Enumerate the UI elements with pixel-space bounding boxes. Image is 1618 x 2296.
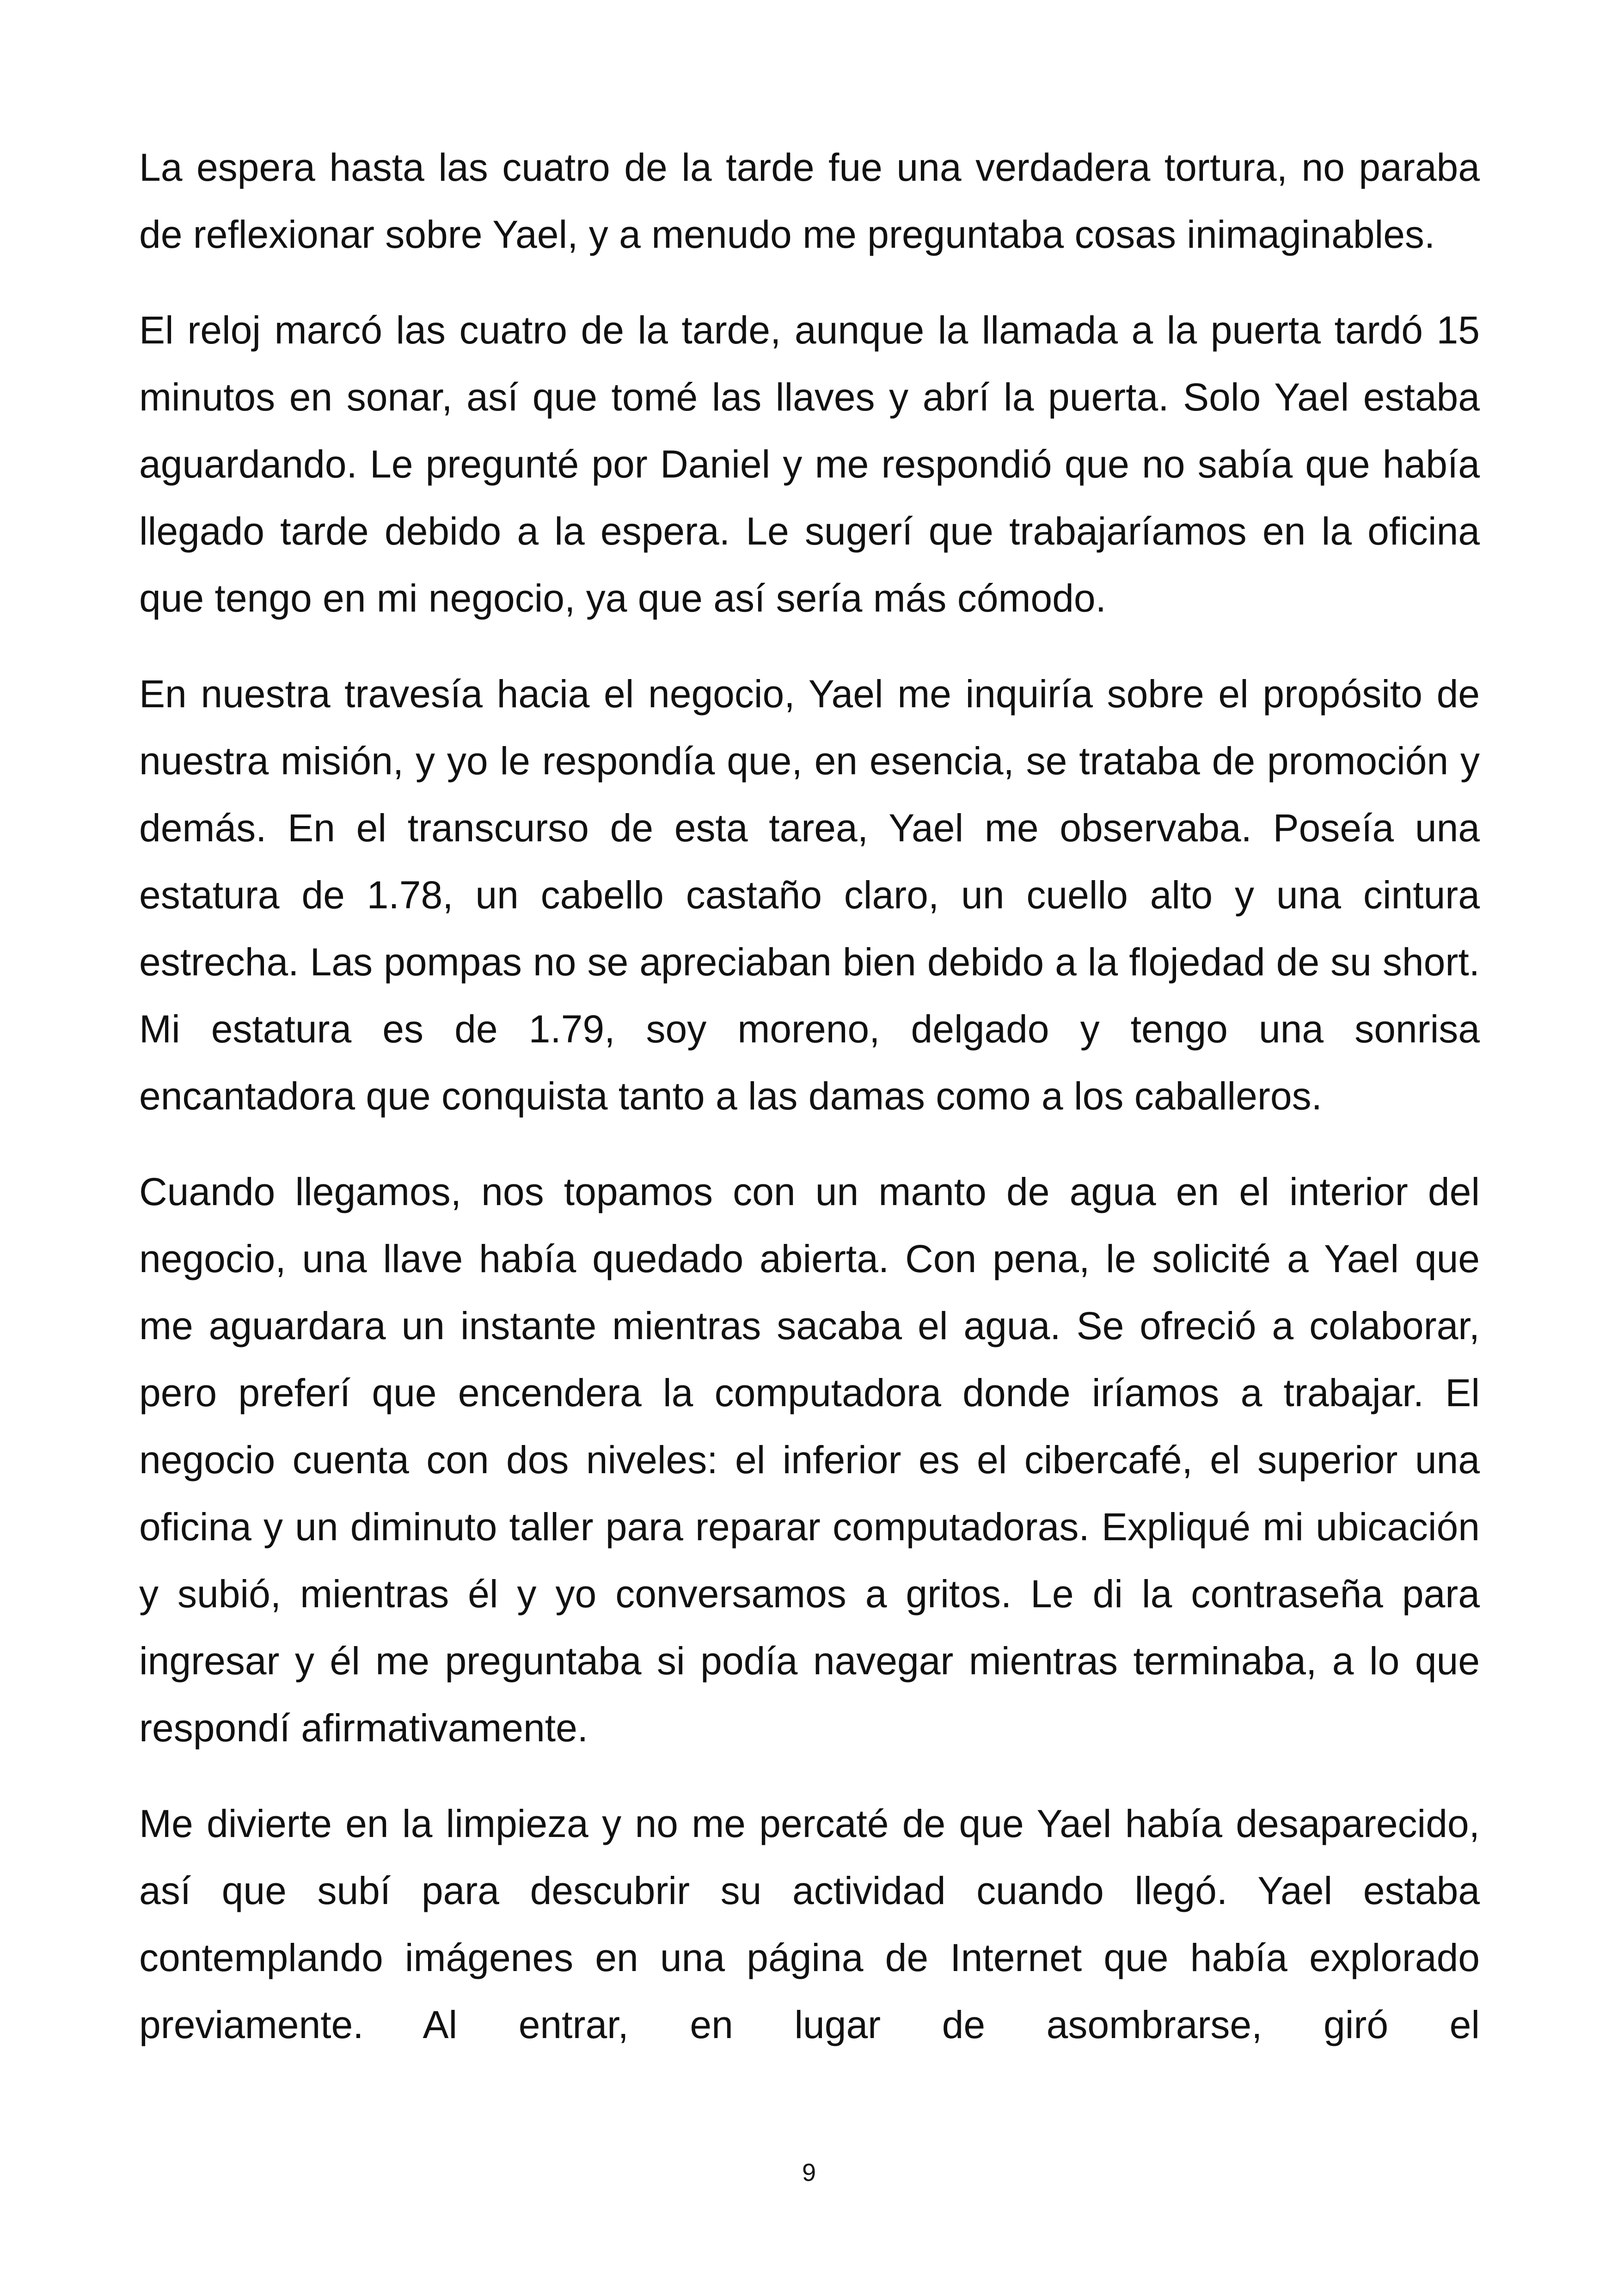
body-text: [139, 134, 1480, 2058]
paragraph-4: Cuando llegamos, nos topamos con un manto de agua en el interior del negocio, una llave había quedado abierta. Con pena, le solicité a Yael que me aguardara un instante mientras sacaba el agua. Se ofreció a colaborar, pero preferí que encendera la computadora donde iríamos a trabajar. El negocio cuenta con dos niveles: el inferior es el cibercafé, el superior una oficina y un diminuto taller para reparar computadoras. Expliqué mi ubicación y subió, mientras él y yo conversamos a gritos. Le di la contraseña para ingresar y él me preguntaba si podía navegar mientras terminaba, a lo que respondí afirmativamente.: [139, 1170, 1480, 1750]
paragraph-1: La espera hasta las cuatro de la tarde fue una verdadera tortura, no paraba de reflexionar sobre Yael, y a menudo me preguntaba cosas inimaginables.: [139, 146, 1480, 256]
paragraph-5: Me divierte en la limpieza y no me percaté de que Yael había desaparecido, así que subí para descubrir su actividad cuando llegó. Yael estaba contemplando imágenes en una página de Internet que había explorado previamente. Al entrar, en lugar de asombrarse, giró el: [139, 1802, 1480, 2046]
paragraph-2: El reloj marcó las cuatro de la tarde, aunque la llamada a la puerta tardó 15 minutos en sonar, así que tomé las llaves y abrí la puerta. Solo Yael estaba aguardando. Le pregunté por Daniel y me respondió que no sabía que había llegado tarde debido a la espera. Le sugerí que trabajaríamos en la oficina que tengo en mi negocio, ya que así sería más cómodo.: [139, 308, 1480, 620]
page-number: 9: [802, 2159, 816, 2186]
paragraph-3: En nuestra travesía hacia el negocio, Yael me inquiría sobre el propósito de nuestra misión, y yo le respondía que, en esencia, se trataba de promoción y demás. En el transcurso de esta tarea, Yael me observaba. Poseía una estatura de 1.78, un cabello castaño claro, un cuello alto y una cintura estrecha. Las pompas no se apreciaban bien debido a la flojedad de su short. Mi estatura es de 1.79, soy moreno, delgado y tengo una sonrisa encantadora que conquista tanto a las damas como a los caballeros.: [139, 672, 1480, 1118]
